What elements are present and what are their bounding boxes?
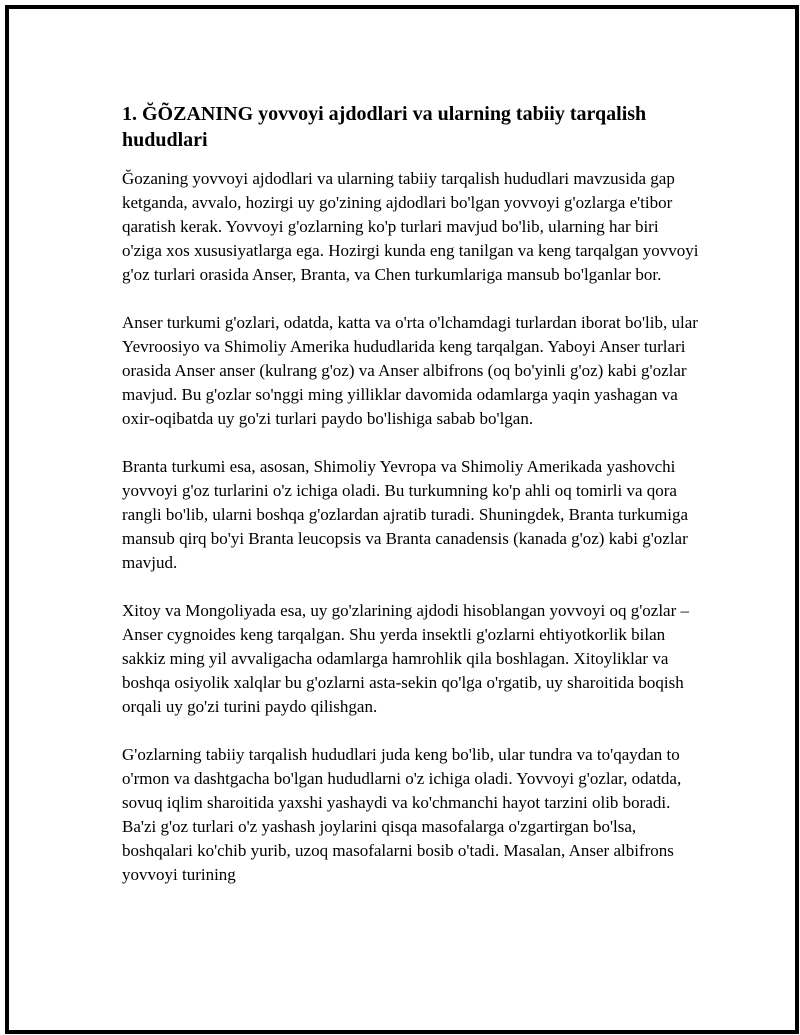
paragraph-5: G'ozlarning tabiiy tarqalish hududlari juda keng bo'lib, ular tundra va to'qaydan to o'rmon va dashtgacha bo'lgan hududlarni o'z ichiga oladi. Yovvoyi g'ozlar, odatda, sovuq iqlim sharoitida yaxshi yashaydi va ko'chmanchi hayot tarzini olib boradi. Ba'zi g'oz turlari o'z yashash joylarini qisqa masofalarga o'zgartirgan bo'lsa, boshqalari ko'chib yurib, uzoq masofalarni bosib o'tadi. Masalan, Anser albifrons yovvoyi turining xyxy=(122,745,682,884)
page-frame xyxy=(5,5,799,1034)
paragraph-4: Xitoy va Mongoliyada esa, uy go'zlarining ajdodi hisoblangan yovvoyi oq g'ozlar – Anser cygnoides keng tarqalgan. Shu yerda insektli g'ozlarni ehtiyotkorlik bilan sakkiz ming yil avvaligacha odamlarga hamrohlik qila boshlagan. Xitoyliklar va boshqa osiyolik xalqlar bu g'ozlarni asta-sekin qo'lga o'rgatib, uy sharoitida boqish orqali uy go'zi turini paydo qilishgan. xyxy=(122,601,690,716)
paragraph-2: Anser turkumi g'ozlari, odatda, katta va o'rta o'lchamdagi turlardan iborat bo'lib, ular Yevroosiyo va Shimoliy Amerika hududlarida keng tarqalgan. Yaboyi Anser turlari orasida Anser anser (kulrang g'oz) va Anser albifrons (oq bo'yinli g'oz) kabi g'ozlar mavjud. Bu g'ozlar so'nggi ming yilliklar davomida odamlarga yaqin yashagan va oxir-oqibatda uy go'zi turlari paydo bo'lishiga sabab bo'lgan. xyxy=(122,313,698,428)
paragraph-3: Branta turkumi esa, asosan, Shimoliy Yevropa va Shimoliy Amerikada yashovchi yovvoyi g'oz turlarini o'z ichiga oladi. Bu turkumning ko'p ahli oq tomirli va qora rangli bo'lib, ularni boshqa g'ozlardan ajratib turadi. Shuningdek, Branta turkumiga mansub qirq bo'yi Branta leucopsis va Branta canadensis (kanada g'oz) kabi g'ozlar mavjud. xyxy=(122,457,689,572)
paragraph-1: Ğozaning yovvoyi ajdodlari va ularning tabiiy tarqalish hududlari mavzusida gap ketganda, avvalo, hozirgi uy go'zining ajdodlari bo'lgan yovvoyi g'ozlarga e'tibor qaratish kerak. Yovvoyi g'ozlarning ko'p turlari mavjud bo'lib, ularning har biri o'ziga xos xususiyatlarga ega. Hozirgi kunda eng tanilgan va keng tarqalgan yovvoyi g'oz turlari orasida Anser, Branta, va Chen turkumlariga mansub bo'lganlar bor. xyxy=(122,169,699,284)
document-body xyxy=(122,101,702,911)
document-title: 1. ĞÕZANING yovvoyi ajdodlari va ularning tabiiy tarqalish hududlari xyxy=(122,103,647,151)
